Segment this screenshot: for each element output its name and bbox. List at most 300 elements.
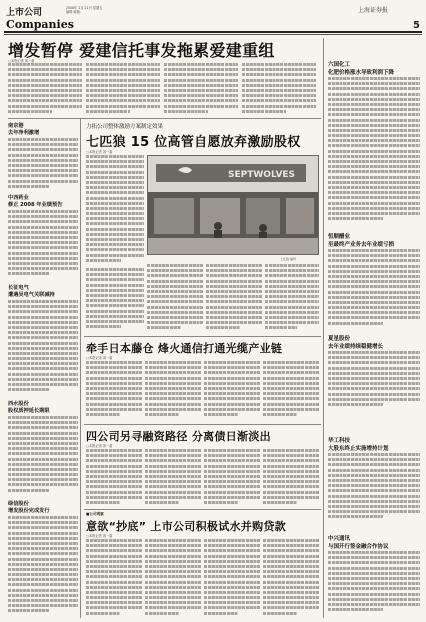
- text-line: [145, 366, 201, 369]
- masthead: 上海证券报: [357, 7, 388, 14]
- text-line: [263, 470, 319, 473]
- text-line: [8, 246, 78, 249]
- text-line: [8, 138, 78, 141]
- text-line: [206, 311, 262, 314]
- text-line: [263, 596, 319, 599]
- right-brief-body: [328, 249, 420, 331]
- text-line: [8, 84, 82, 87]
- text-line: [328, 186, 420, 189]
- text-line: [86, 294, 144, 297]
- text-line: [8, 148, 78, 151]
- text-line: [242, 94, 316, 97]
- text-line: [86, 259, 121, 262]
- text-line: [86, 68, 160, 71]
- text-line: [204, 459, 260, 462]
- right-brief-body: [328, 77, 420, 227]
- text-line: [263, 491, 319, 494]
- text-line: [328, 387, 420, 390]
- text-line: [8, 604, 78, 607]
- text-line: [145, 544, 201, 547]
- text-line: [328, 301, 420, 304]
- text-line: [147, 316, 203, 319]
- text-line: [86, 99, 160, 102]
- text-line: [204, 371, 260, 374]
- text-line: [263, 612, 297, 615]
- text-line: [204, 586, 260, 589]
- story3-headline: 牵手日本藤仓 烽火通信打通光缆产业链: [86, 342, 283, 355]
- text-line: [8, 154, 78, 157]
- text-line: [8, 458, 78, 461]
- text-line: [86, 361, 142, 364]
- header-date: 2008年 2月 21日 星期五: [66, 6, 103, 10]
- text-line: [86, 273, 144, 276]
- story5-headline: 意欲“抄底” 上市公司积极试水并购贷款: [86, 520, 286, 533]
- text-line: [328, 356, 420, 359]
- feature-body-col1: [86, 155, 144, 265]
- feature-photo: [147, 155, 319, 255]
- text-line: [8, 521, 78, 524]
- text-line: [328, 372, 420, 375]
- text-line: [8, 599, 78, 602]
- text-line: [8, 164, 78, 167]
- text-line: [145, 560, 201, 563]
- text-line: [86, 459, 142, 462]
- text-line: [242, 84, 316, 87]
- text-line: [8, 73, 82, 76]
- text-line: [8, 489, 50, 492]
- text-line: [8, 352, 78, 355]
- text-line: [8, 378, 78, 381]
- right-brief-subtitle: 与国开行签金融合作协议: [328, 544, 389, 550]
- text-line: [328, 561, 420, 564]
- text-line: [86, 197, 144, 200]
- feature-body-col3: [206, 264, 262, 332]
- text-line: [328, 181, 420, 184]
- text-line: [164, 105, 238, 108]
- text-line: [86, 387, 142, 390]
- text-line: [86, 544, 142, 547]
- text-line: [8, 578, 78, 581]
- text-line: [328, 165, 420, 168]
- text-line: [328, 572, 420, 575]
- text-line: [145, 596, 201, 599]
- text-line: [328, 484, 420, 487]
- lead-byline: □本报记者 刘一嘉: [8, 59, 35, 63]
- text-line: [86, 89, 160, 92]
- text-line: [8, 169, 78, 172]
- text-line: [263, 555, 319, 558]
- left-brief-title: 绿信股份: [8, 501, 29, 507]
- left-brief-body: [8, 416, 78, 494]
- companies-label: Companies: [6, 18, 74, 31]
- text-line: [8, 452, 78, 455]
- story3-bottom-rule: [84, 424, 321, 425]
- text-line: [204, 575, 260, 578]
- feature-kicker: 力拓公司整体激励方案制定效果: [86, 124, 164, 130]
- left-brief-subtitle: 去年净利激增: [8, 130, 40, 136]
- text-line: [328, 495, 420, 498]
- text-line: [145, 485, 201, 488]
- text-line: [8, 159, 78, 162]
- text-line: [147, 306, 203, 309]
- text-line: [8, 272, 50, 275]
- text-line: [265, 269, 319, 272]
- text-line: [147, 269, 203, 272]
- story3-body-col2: [145, 361, 201, 421]
- text-line: [8, 226, 78, 229]
- text-line: [328, 515, 383, 518]
- text-line: [328, 93, 420, 96]
- text-line: [145, 549, 201, 552]
- header-meta: [66, 6, 266, 14]
- text-line: [265, 311, 319, 314]
- text-line: [206, 321, 262, 324]
- text-line: [263, 392, 319, 395]
- text-line: [204, 555, 260, 558]
- text-line: [86, 284, 144, 287]
- text-line: [145, 555, 201, 558]
- text-line: [145, 491, 201, 494]
- text-line: [328, 463, 420, 466]
- text-line: [86, 480, 142, 483]
- text-line: [86, 539, 142, 542]
- text-line: [86, 176, 144, 179]
- story4-byline: □本报记者 刘一嘉: [86, 444, 113, 448]
- right-brief-title: 六国化工: [328, 62, 351, 68]
- text-line: [328, 306, 420, 309]
- text-line: [242, 63, 316, 66]
- text-line: [204, 377, 260, 380]
- text-line: [206, 300, 262, 303]
- text-line: [328, 87, 420, 90]
- text-line: [328, 155, 420, 158]
- text-line: [204, 366, 260, 369]
- text-line: [265, 326, 297, 329]
- text-line: [86, 79, 160, 82]
- text-line: [328, 322, 383, 325]
- header-rule-thin: [4, 34, 422, 35]
- text-line: [328, 582, 420, 585]
- text-line: [328, 316, 420, 319]
- left-brief-body: [8, 300, 78, 396]
- text-line: [8, 110, 52, 113]
- text-line: [328, 567, 420, 570]
- text-line: [86, 299, 144, 302]
- text-line: [86, 397, 142, 400]
- text-line: [206, 285, 262, 288]
- text-line: [265, 274, 319, 277]
- text-line: [8, 220, 78, 223]
- text-line: [8, 143, 78, 146]
- text-line: [328, 259, 420, 262]
- lead-body-col4: [242, 63, 316, 117]
- text-line: [145, 361, 201, 364]
- text-line: [164, 63, 238, 66]
- story4-body-col2: [145, 449, 201, 507]
- text-line: [86, 491, 142, 494]
- text-line: [263, 361, 319, 364]
- text-line: [86, 212, 144, 215]
- text-line: [204, 361, 260, 364]
- text-line: [328, 170, 420, 173]
- text-line: [147, 264, 203, 267]
- text-line: [328, 489, 420, 492]
- text-line: [86, 470, 142, 473]
- text-line: [86, 475, 142, 478]
- story4-bottom-rule: [84, 509, 321, 510]
- text-line: [328, 479, 420, 482]
- text-line: [147, 326, 181, 329]
- text-line: [328, 403, 383, 406]
- text-line: [86, 403, 142, 406]
- text-line: [145, 591, 201, 594]
- text-line: [263, 501, 297, 504]
- text-line: [86, 233, 144, 236]
- text-line: [263, 485, 319, 488]
- text-line: [328, 603, 420, 606]
- text-line: [145, 565, 201, 568]
- left-brief-body: [8, 210, 78, 278]
- text-line: [263, 544, 319, 547]
- text-line: [263, 449, 319, 452]
- text-line: [8, 63, 82, 66]
- text-line: [8, 215, 78, 218]
- text-line: [86, 560, 142, 563]
- text-line: [8, 416, 78, 419]
- text-line: [263, 413, 297, 416]
- text-line: [263, 591, 319, 594]
- text-line: [328, 398, 420, 401]
- story3-body-col1: [86, 361, 142, 421]
- text-line: [147, 280, 203, 283]
- text-line: [204, 470, 260, 473]
- feature-body-col1b: [86, 268, 144, 332]
- text-line: [263, 408, 319, 411]
- text-line: [204, 612, 238, 615]
- text-line: [86, 238, 144, 241]
- text-line: [8, 388, 50, 391]
- text-line: [328, 510, 420, 513]
- text-line: [242, 89, 316, 92]
- text-line: [328, 254, 420, 257]
- text-line: [145, 480, 201, 483]
- text-line: [86, 575, 142, 578]
- story5-body-col2: [145, 539, 201, 617]
- text-line: [86, 377, 142, 380]
- text-line: [204, 496, 260, 499]
- text-line: [8, 79, 82, 82]
- text-line: [328, 474, 420, 477]
- right-brief-body: [328, 453, 420, 523]
- text-line: [204, 581, 260, 584]
- text-line: [263, 371, 319, 374]
- text-line: [8, 305, 78, 308]
- text-line: [263, 459, 319, 462]
- text-line: [8, 542, 78, 545]
- text-line: [86, 408, 142, 411]
- text-line: [164, 99, 238, 102]
- text-line: [86, 278, 144, 281]
- text-line: [265, 306, 319, 309]
- text-line: [265, 316, 319, 319]
- text-line: [86, 496, 142, 499]
- text-line: [8, 447, 78, 450]
- text-line: [8, 473, 78, 476]
- text-line: [8, 94, 82, 97]
- text-line: [263, 586, 319, 589]
- text-line: [86, 243, 144, 246]
- text-line: [145, 496, 201, 499]
- text-line: [86, 612, 120, 615]
- text-line: [147, 295, 203, 298]
- left-brief-subtitle: 修正 2008 年业绩预告: [8, 202, 63, 208]
- text-line: [8, 437, 78, 440]
- text-line: [328, 577, 420, 580]
- text-line: [8, 432, 78, 435]
- text-line: [328, 191, 420, 194]
- text-line: [328, 285, 420, 288]
- feature-byline: □本报记者 刘一嘉: [86, 150, 113, 154]
- text-line: [263, 570, 319, 573]
- text-line: [242, 73, 316, 76]
- text-line: [8, 300, 78, 303]
- text-line: [8, 463, 78, 466]
- text-line: [145, 371, 201, 374]
- header-rule-thick: [4, 31, 422, 33]
- text-line: [86, 191, 144, 194]
- text-line: [164, 79, 238, 82]
- text-line: [145, 454, 201, 457]
- text-line: [8, 252, 78, 255]
- text-line: [86, 165, 144, 168]
- text-line: [328, 196, 420, 199]
- text-line: [8, 362, 78, 365]
- text-line: [242, 68, 316, 71]
- text-line: [204, 392, 260, 395]
- left-brief-title: 南京港: [8, 123, 24, 129]
- text-line: [8, 373, 78, 376]
- text-line: [204, 387, 260, 390]
- text-line: [145, 449, 201, 452]
- text-line: [147, 300, 203, 303]
- text-line: [242, 79, 316, 82]
- text-line: [86, 325, 121, 328]
- text-line: [263, 382, 319, 385]
- text-line: [86, 606, 142, 609]
- text-line: [8, 547, 78, 550]
- story4-body-col3: [204, 449, 260, 507]
- text-line: [8, 210, 78, 213]
- text-line: [263, 601, 319, 604]
- text-line: [147, 321, 203, 324]
- text-line: [206, 316, 262, 319]
- text-line: [145, 377, 201, 380]
- text-line: [328, 311, 420, 314]
- text-line: [86, 268, 144, 271]
- text-line: [86, 94, 160, 97]
- lead-headline: 增发暂停 爱建信托事发拖累爱建重组: [8, 41, 275, 60]
- text-line: [263, 606, 319, 609]
- text-line: [8, 105, 82, 108]
- text-line: [263, 560, 319, 563]
- text-line: [164, 89, 238, 92]
- text-line: [328, 176, 420, 179]
- left-brief-title: 长征电气: [8, 285, 29, 291]
- text-line: [328, 212, 420, 215]
- text-line: [8, 478, 78, 481]
- left-brief-body: [8, 516, 78, 616]
- page-header: [4, 4, 422, 32]
- text-line: [204, 570, 260, 573]
- left-brief-subtitle: 增发股份完成发行: [8, 508, 50, 514]
- text-line: [328, 202, 420, 205]
- text-line: [8, 342, 78, 345]
- text-line: [263, 565, 319, 568]
- text-line: [204, 480, 260, 483]
- text-line: [8, 468, 78, 471]
- text-line: [86, 248, 144, 251]
- text-line: [86, 586, 142, 589]
- text-line: [86, 371, 142, 374]
- text-line: [263, 496, 319, 499]
- story3-byline: □本报记者 刘一嘉: [86, 356, 113, 360]
- text-line: [86, 105, 160, 108]
- feature-body-col2: [147, 264, 203, 332]
- text-line: [328, 351, 420, 354]
- feature-body-col4: [265, 264, 319, 332]
- text-line: [86, 392, 142, 395]
- text-line: [86, 320, 144, 323]
- text-line: [242, 105, 316, 108]
- text-line: [86, 555, 142, 558]
- story4-body-col1: [86, 449, 142, 507]
- text-line: [263, 403, 319, 406]
- left-brief-title: 中西药业: [8, 195, 29, 201]
- story5-body-col3: [204, 539, 260, 617]
- text-line: [204, 403, 260, 406]
- lead-body-col2: [86, 63, 160, 117]
- text-line: [86, 171, 144, 174]
- text-line: [265, 290, 319, 293]
- text-line: [328, 393, 420, 396]
- text-line: [8, 180, 78, 183]
- right-brief-body: [328, 351, 420, 411]
- text-line: [328, 587, 420, 590]
- text-line: [86, 207, 144, 210]
- text-line: [204, 491, 260, 494]
- right-brief-title: 夏星股份: [328, 336, 351, 342]
- text-line: [86, 228, 144, 231]
- story3-body-col3: [204, 361, 260, 421]
- text-line: [263, 480, 319, 483]
- text-line: [328, 593, 420, 596]
- story5-body-col1: [86, 539, 142, 617]
- feature-headline: 七匹狼 15 位高管自愿放弃激励股权: [86, 135, 301, 150]
- text-line: [328, 103, 420, 106]
- text-line: [8, 526, 78, 529]
- text-line: [8, 326, 78, 329]
- text-line: [145, 501, 179, 504]
- text-line: [8, 563, 78, 566]
- text-line: [145, 413, 179, 416]
- text-line: [8, 236, 78, 239]
- text-line: [86, 160, 144, 163]
- header-editor: 编辑 邮箱：: [66, 10, 83, 14]
- text-line: [8, 321, 78, 324]
- text-line: [328, 361, 420, 364]
- text-line: [145, 459, 201, 462]
- text-line: [164, 68, 238, 71]
